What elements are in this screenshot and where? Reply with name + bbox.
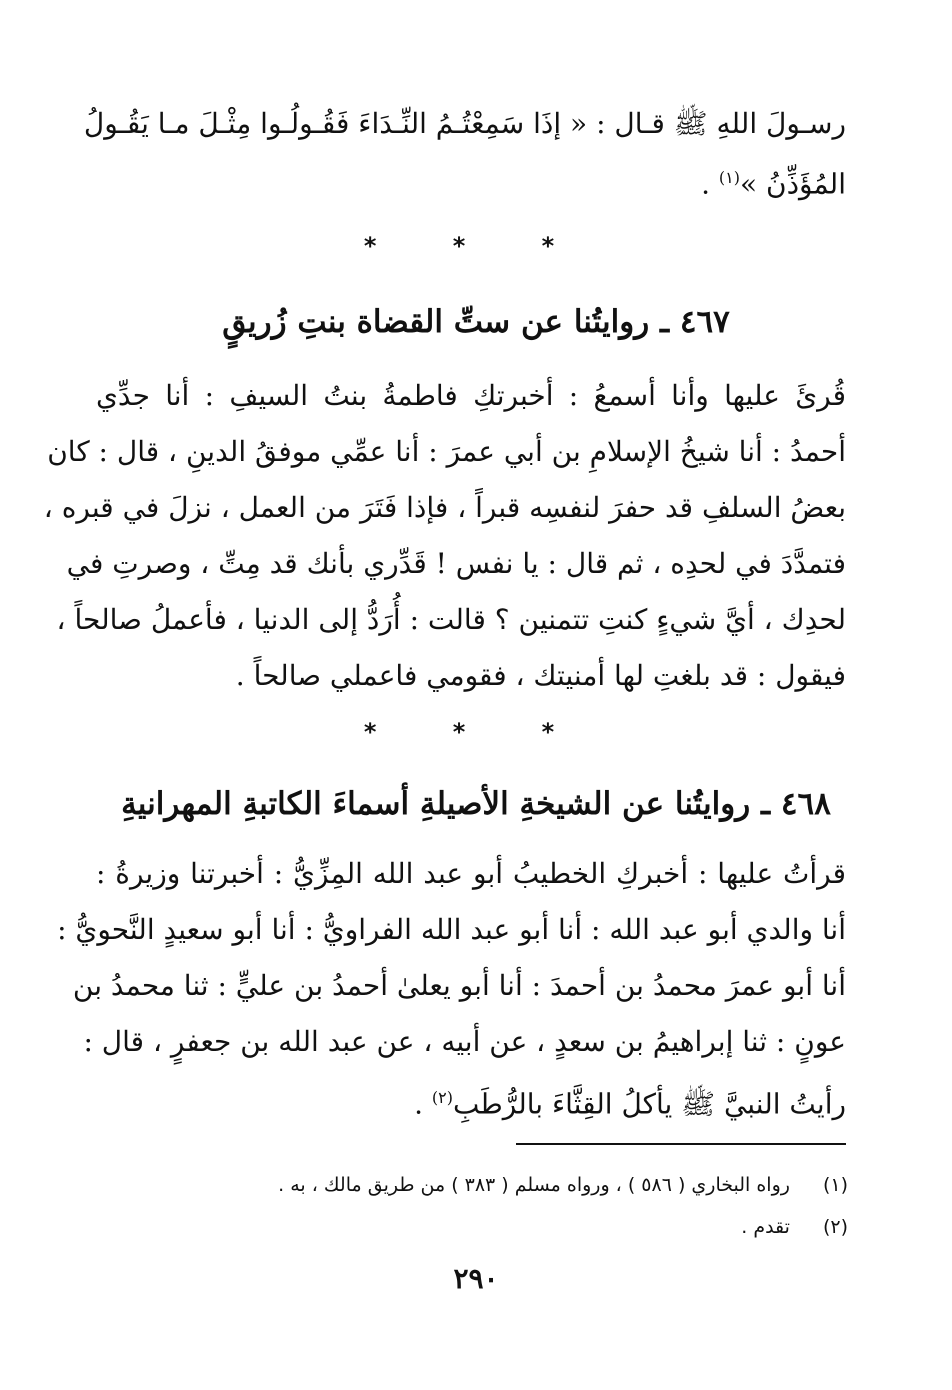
section-heading: ٤٦٨ ـ روايتُنا عن الشيخةِ الأصيلةِ أسماءَ الكاتبةِ المهرانيةِ <box>121 786 831 822</box>
text-line: عونٍ : ثنا إبراهيمُ بن سعدٍ ، عن أبيه ، عن عبد الله بن جعفرٍ ، قال : <box>83 1025 846 1058</box>
text-line <box>96 150 846 212</box>
footnote-separator <box>516 1143 846 1145</box>
text-line: أنا أبو عمرَ محمدُ بن أحمدَ : أنا أبو يعلىٰ أحمدُ بن عليٍّ : ثنا محمدُ بن <box>72 969 846 1002</box>
page-number: ٢٩٠ <box>453 1262 499 1295</box>
text-fragment: رأيتُ النبيَّ ﷺ يأكلُ القِثَّاءَ بالرُّطَبِ <box>452 1087 846 1121</box>
text-line: رسـولَ اللهِ ﷺ قـال : « إذَا سَمِعْتُـمُ النِّـدَاءَ فَقُـولُـوا مِثْـلَ مـا يَقُـولُ <box>83 107 846 140</box>
text-line: بعضُ السلفِ قد حفرَ لنفسِه قبراً ، فإذا فَتَرَ من العمل ، نزلَ في قبره ، <box>43 491 846 524</box>
text-line: قُرئَ عليها وأنا أسمعُ : أخبرتكِ فاطمةُ بنتُ السيفِ : أنا جدِّي <box>96 379 846 412</box>
footnote-number: (٢) <box>822 1216 848 1238</box>
footnote <box>278 1168 848 1202</box>
text-line: أنا والدي أبو عبد الله : أنا أبو عبد الله الفراويُّ : أنا أبو سعيدٍ النَّحويُّ : <box>57 913 846 946</box>
footnote-text: تقدم . <box>741 1216 790 1238</box>
text-line: لحدِك ، أيَّ شيءٍ كنتِ تتمنين ؟ قالت : أُرَدُّ إلى الدنيا ، فأعملُ صالحاً ، <box>56 603 846 636</box>
footnote-number: (١) <box>822 1174 848 1196</box>
text-line <box>96 1070 846 1132</box>
footnote <box>741 1210 848 1244</box>
footnote-text: رواه البخاري ( ٥٨٦ ) ، ورواه مسلم ( ٣٨٣ ) من طريق مالك ، به . <box>278 1174 790 1196</box>
footnote-ref: (٢) <box>431 1088 453 1107</box>
text-fragment: . <box>701 167 710 201</box>
text-fragment: . <box>414 1087 423 1121</box>
section-divider: * * * <box>363 718 589 746</box>
text-line: أحمدُ : أنا شيخُ الإسلامِ بن أبي عمرَ : أنا عمِّي موفقُ الدينِ ، قال : كان <box>47 435 846 468</box>
text-line: فيقول : قد بلغتِ لها أمنيتك ، فقومي فاعملي صالحاً . <box>235 659 846 692</box>
text-line: قرأتُ عليها : أخبركِ الخطيبُ أبو عبد الله المِزِّيُّ : أخبرتنا وزيرةُ : <box>96 857 846 890</box>
section-heading: ٤٦٧ ـ روايتُنا عن ستِّ القضاة بنتِ زُريقٍ <box>222 304 730 340</box>
section-divider: * * * <box>363 232 589 260</box>
footnote-ref: (١) <box>718 168 740 187</box>
text-line: فتمدَّدَ في لحدِه ، ثم قال : يا نفس ! قَدِّري بأنك قد مِتِّ ، وصرتِ في <box>66 547 846 580</box>
text-fragment: المُؤَذِّنُ » <box>739 167 846 201</box>
